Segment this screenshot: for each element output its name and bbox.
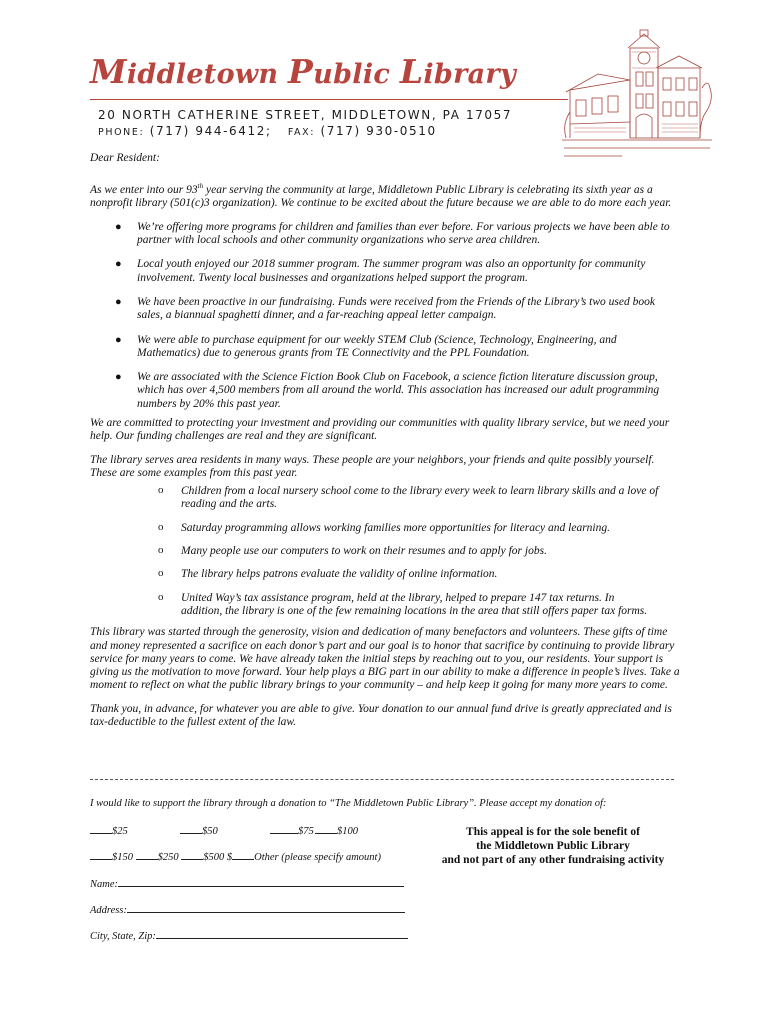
donation-option-row-2: [90, 852, 381, 863]
name-field[interactable]: [90, 877, 404, 890]
list-item: ● We are associated with the Science Fiction Book Club on Facebook, a science fiction literature discussion group, which has over 4,500 members from all around the world. This association has increased our adult programming numbers by 20% this past year.: [115, 371, 660, 410]
address-label: Address:: [90, 905, 127, 916]
donation-option-other[interactable]: $ Other (please specify amount): [226, 852, 381, 863]
accomplishment-list: [90, 221, 682, 411]
donation-option-150[interactable]: $150: [90, 852, 133, 863]
serves-paragraph: The library serves area residents in many ways. These people are your neighbors, your friends and quite possibly yourself. These are some examples from this past year.: [90, 453, 655, 479]
letter-body: [90, 152, 682, 739]
title-rule: [90, 99, 568, 100]
list-item: o The library helps patrons evaluate the validity of online information.: [158, 567, 498, 581]
city-state-zip-field[interactable]: [90, 929, 408, 942]
title-word-public: Public: [288, 52, 400, 91]
title-word-middletown: Middletown: [90, 52, 289, 91]
phone-number: (717) 944-6412;: [149, 124, 272, 138]
donation-option-50[interactable]: $50: [180, 826, 218, 837]
library-address: 20 NORTH CATHERINE STREET, MIDDLETOWN, PA 17057: [98, 108, 513, 122]
donation-option-250[interactable]: $250: [136, 852, 179, 863]
intro-paragraph: As we enter into our 93th year serving the community at large, Middletown Public Library is celebrating its sixth year as a nonprofit library (501(c)3 organization). We continue to be excited about the future because we are able to do more each year.: [90, 182, 672, 210]
donation-option-100[interactable]: $100: [315, 826, 358, 837]
list-item: o Saturday programming allows working families more opportunities for literacy and learning.: [158, 520, 611, 534]
donation-option-75[interactable]: $75: [270, 826, 314, 837]
donation-option-25[interactable]: $25: [90, 826, 128, 837]
list-item: o Many people use our computers to work on their resumes and to apply for jobs.: [158, 544, 547, 558]
list-item: ● Local youth enjoyed our 2018 summer program. The summer program was also an opportunity for community involvement. Twenty local businesses and organizations helped support the program.: [115, 258, 646, 284]
list-item: ● We have been proactive in our fundraising. Funds were received from the Friends of the Library’s two used book sales, a biannual spaghetti dinner, and a far-reaching appeal letter campaign.: [115, 295, 655, 322]
donation-option-500[interactable]: $500: [181, 852, 224, 863]
title-word-library: Library: [399, 52, 516, 91]
city-state-zip-label: City, State, Zip:: [90, 931, 156, 942]
list-item: o Children from a local nursery school come to the library every week to learn library skills and a love of reading and the arts.: [158, 484, 659, 511]
closing-paragraph: Thank you, in advance, for whatever you are able to give. Your donation to our annual fund drive is greatly appreciated and is tax-deductible to the fullest extent of the law.: [90, 702, 672, 729]
library-building-illustration: [562, 28, 712, 160]
library-title: [90, 52, 516, 91]
phone-label: PHONE:: [98, 127, 145, 138]
appeal-notice: This appeal is for the sole benefit of the Middletown Public Library and not part of any other fundraising activity: [441, 826, 665, 866]
fax-label: FAX:: [287, 127, 316, 138]
list-item: ● We’re offering more programs for children and families than ever before. For various projects we have been able to partner with local schools and other community organizations who serve area children.: [115, 220, 670, 247]
commitment-paragraph: We are committed to protecting your investment and providing our communities with quality library service, but we need your help. Our funding challenges are real and they are significant.: [90, 416, 670, 443]
donation-intro: I would like to support the library through a donation to “The Middletown Public Library”. Please accept my donation of:: [90, 798, 607, 809]
list-item: o United Way’s tax assistance program, held at the library, helped to prepare 147 tax returns. In addition, the library is one of the few remaining locations in the area that still offers paper tax forms.: [158, 590, 648, 617]
address-field[interactable]: [90, 903, 405, 916]
contact-line: [98, 124, 437, 138]
greeting: Dear Resident:: [90, 152, 160, 164]
fax-number: (717) 930-0510: [320, 124, 437, 138]
examples-list: [90, 485, 682, 618]
tear-off-divider: [90, 779, 674, 780]
name-label: Name:: [90, 879, 118, 890]
list-item: ● We were able to purchase equipment for our weekly STEM Club (Science, Technology, Engineering, and Mathematics) due to generous grants from TE Connectivity and the PPL Foundation.: [115, 333, 617, 359]
history-paragraph: This library was started through the generosity, vision and dedication of many benefactors and volunteers. These gifts of time and money represented a sacrifice on each donor’s part and our goal is to honor that sacrifice by continuing to provide library service for many years to come. We have already taken the initial steps by reaching out to you, our residents. Your support is giving us the motivation to move forward. Your help plays a BIG part in our ability to make a difference in people’s lives. Take a moment to reflect on what the public library brings to your community – and help keep it going for many more years to come.: [90, 626, 680, 692]
